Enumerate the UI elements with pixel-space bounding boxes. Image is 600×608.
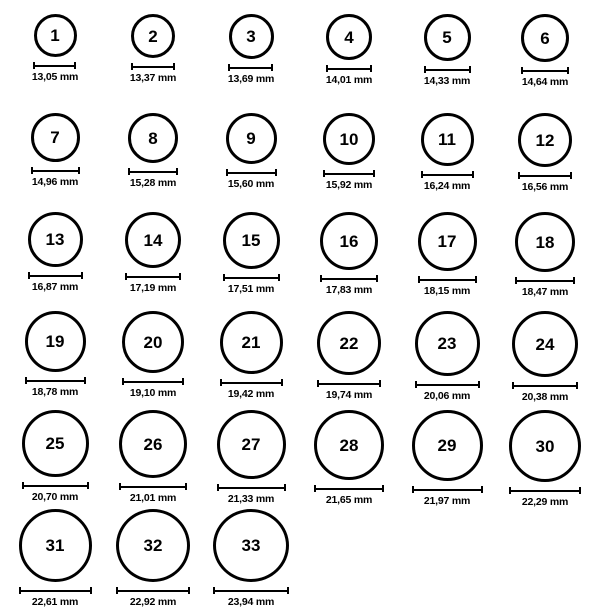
diameter-label: 17,19 mm [129,282,177,294]
measure-bar-icon [323,170,375,177]
diameter-label: 20,38 mm [521,391,569,403]
diameter-label: 16,56 mm [521,181,569,193]
ring-circle[interactable]: 31 [19,509,92,582]
measure-bar-icon [128,168,178,175]
diameter-measure [412,486,483,507]
diameter-label: 19,42 mm [227,388,275,400]
measure-bar-icon [122,378,184,385]
ring-circle[interactable]: 4 [326,14,372,60]
measure-bar-icon [424,66,471,73]
diameter-measure [518,172,572,193]
diameter-label: 20,06 mm [423,390,471,402]
diameter-measure [314,485,384,506]
diameter-measure [28,272,83,293]
ring-size-cell[interactable] [202,311,300,410]
measure-bar-icon [25,377,86,384]
diameter-label: 14,01 mm [325,74,373,86]
diameter-label: 22,29 mm [521,496,569,508]
ring-circle[interactable]: 23 [415,311,480,376]
ring-size-cell[interactable] [496,14,594,113]
measure-bar-icon [412,486,483,493]
diameter-measure [521,67,569,88]
diameter-measure [223,274,280,295]
measure-bar-icon [31,167,80,174]
diameter-label: 13,37 mm [129,72,177,84]
ring-circle[interactable]: 29 [412,410,483,481]
diameter-label: 21,97 mm [423,495,471,507]
ring-size-cell[interactable] [6,113,104,212]
measure-bar-icon [217,484,286,491]
measure-bar-icon [223,274,280,281]
diameter-measure [226,169,277,190]
measure-bar-icon [213,587,289,594]
ring-size-cell[interactable] [6,509,104,608]
ring-circle[interactable]: 33 [213,509,289,582]
ring-circle[interactable]: 32 [116,509,190,582]
ring-size-cell[interactable] [6,14,104,113]
ring-circle[interactable]: 5 [424,14,471,61]
ring-circle[interactable]: 27 [217,410,286,479]
ring-circle[interactable]: 3 [229,14,274,59]
ring-circle[interactable]: 24 [512,311,578,377]
diameter-label: 18,15 mm [423,285,471,297]
ring-circle[interactable]: 8 [128,113,178,163]
diameter-label: 15,28 mm [129,177,177,189]
measure-bar-icon [515,277,575,284]
measure-bar-icon [509,487,581,494]
diameter-label: 23,94 mm [227,596,275,608]
measure-bar-icon [19,587,92,594]
measure-bar-icon [33,62,76,69]
ring-circle[interactable]: 26 [119,410,187,478]
diameter-label: 16,87 mm [31,281,79,293]
diameter-label: 21,65 mm [325,494,373,506]
diameter-label: 13,69 mm [227,73,275,85]
diameter-label: 17,83 mm [325,284,373,296]
ring-circle[interactable]: 15 [223,212,280,269]
diameter-measure [122,378,184,399]
diameter-measure [213,587,289,608]
ring-circle[interactable]: 12 [518,113,572,167]
ring-size-cell[interactable] [104,410,202,509]
diameter-label: 18,78 mm [31,386,79,398]
ring-size-cell[interactable] [104,14,202,113]
ring-circle[interactable]: 21 [220,311,283,374]
diameter-measure [19,587,92,608]
ring-size-cell[interactable] [398,14,496,113]
ring-size-cell[interactable] [300,14,398,113]
ring-size-cell[interactable] [104,311,202,410]
diameter-label: 17,51 mm [227,283,275,295]
ring-size-cell[interactable] [202,14,300,113]
ring-circle[interactable]: 14 [125,212,181,268]
ring-circle[interactable]: 16 [320,212,378,270]
ring-circle[interactable]: 22 [317,311,381,375]
diameter-label: 21,33 mm [227,493,275,505]
diameter-measure [320,275,378,296]
diameter-measure [509,487,581,508]
ring-size-cell[interactable] [202,113,300,212]
measure-bar-icon [317,380,381,387]
ring-circle[interactable]: 2 [131,14,175,58]
ring-size-cell[interactable] [398,311,496,410]
measure-bar-icon [415,381,480,388]
ring-size-cell[interactable] [398,410,496,509]
ring-size-cell[interactable] [6,212,104,311]
diameter-label: 14,33 mm [423,75,471,87]
diameter-measure [217,484,286,505]
ring-size-grid [6,14,594,608]
diameter-measure [31,167,80,188]
diameter-measure [421,171,474,192]
ring-size-cell[interactable] [300,311,398,410]
diameter-measure [130,63,176,84]
measure-bar-icon [512,382,578,389]
diameter-measure [116,587,190,608]
ring-circle[interactable]: 9 [226,113,277,164]
ring-size-cell[interactable] [104,212,202,311]
ring-size-cell[interactable] [202,410,300,509]
diameter-label: 20,70 mm [31,491,79,503]
diameter-label: 14,96 mm [31,176,79,188]
measure-bar-icon [320,275,378,282]
diameter-measure [119,483,187,504]
ring-circle[interactable]: 18 [515,212,575,272]
diameter-measure [32,62,78,83]
measure-bar-icon [220,379,283,386]
ring-circle[interactable]: 30 [509,410,581,482]
ring-circle[interactable]: 13 [28,212,83,267]
diameter-measure [125,273,181,294]
ring-circle[interactable]: 25 [22,410,89,477]
measure-bar-icon [28,272,83,279]
diameter-label: 13,05 mm [31,71,79,83]
diameter-measure [515,277,575,298]
ring-circle[interactable]: 19 [25,311,86,372]
ring-size-cell[interactable] [202,509,300,608]
measure-bar-icon [125,273,181,280]
measure-bar-icon [418,276,477,283]
diameter-label: 19,10 mm [129,387,177,399]
ring-circle[interactable]: 11 [421,113,474,166]
measure-bar-icon [226,169,277,176]
measure-bar-icon [314,485,384,492]
diameter-label: 21,01 mm [129,492,177,504]
diameter-label: 15,92 mm [325,179,373,191]
diameter-label: 22,92 mm [129,596,177,608]
ring-size-cell[interactable] [398,113,496,212]
measure-bar-icon [119,483,187,490]
ring-size-cell[interactable] [300,212,398,311]
diameter-label: 19,74 mm [325,389,373,401]
diameter-measure [512,382,578,403]
ring-size-cell[interactable] [398,212,496,311]
diameter-measure [323,170,375,191]
measure-bar-icon [421,171,474,178]
diameter-measure [326,65,372,86]
diameter-label: 18,47 mm [521,286,569,298]
measure-bar-icon [22,482,89,489]
diameter-measure [317,380,381,401]
ring-size-cell[interactable] [6,410,104,509]
measure-bar-icon [228,64,273,71]
ring-size-cell[interactable] [496,410,594,509]
ring-circle[interactable]: 7 [31,113,80,162]
ring-size-cell[interactable] [202,212,300,311]
diameter-measure [415,381,480,402]
diameter-measure [25,377,86,398]
diameter-measure [22,482,89,503]
ring-circle[interactable]: 20 [122,311,184,373]
measure-bar-icon [518,172,572,179]
ring-circle[interactable]: 28 [314,410,384,480]
ring-size-cell[interactable] [300,410,398,509]
diameter-label: 14,64 mm [521,76,569,88]
diameter-measure [220,379,283,400]
ring-size-cell[interactable] [496,311,594,410]
measure-bar-icon [131,63,175,70]
ring-circle[interactable]: 1 [34,14,77,57]
diameter-label: 15,60 mm [227,178,275,190]
diameter-measure [424,66,471,87]
measure-bar-icon [326,65,372,72]
ring-size-cell[interactable] [6,311,104,410]
diameter-label: 22,61 mm [31,596,79,608]
ring-size-cell[interactable] [496,212,594,311]
ring-size-cell[interactable] [104,113,202,212]
diameter-measure [228,64,274,85]
ring-size-cell[interactable] [496,113,594,212]
diameter-label: 16,24 mm [423,180,471,192]
ring-size-cell[interactable] [104,509,202,608]
ring-circle[interactable]: 10 [323,113,375,165]
ring-circle[interactable]: 6 [521,14,569,62]
measure-bar-icon [116,587,190,594]
diameter-measure [128,168,178,189]
diameter-measure [418,276,477,297]
ring-size-cell[interactable] [300,113,398,212]
ring-circle[interactable]: 17 [418,212,477,271]
measure-bar-icon [521,67,569,74]
